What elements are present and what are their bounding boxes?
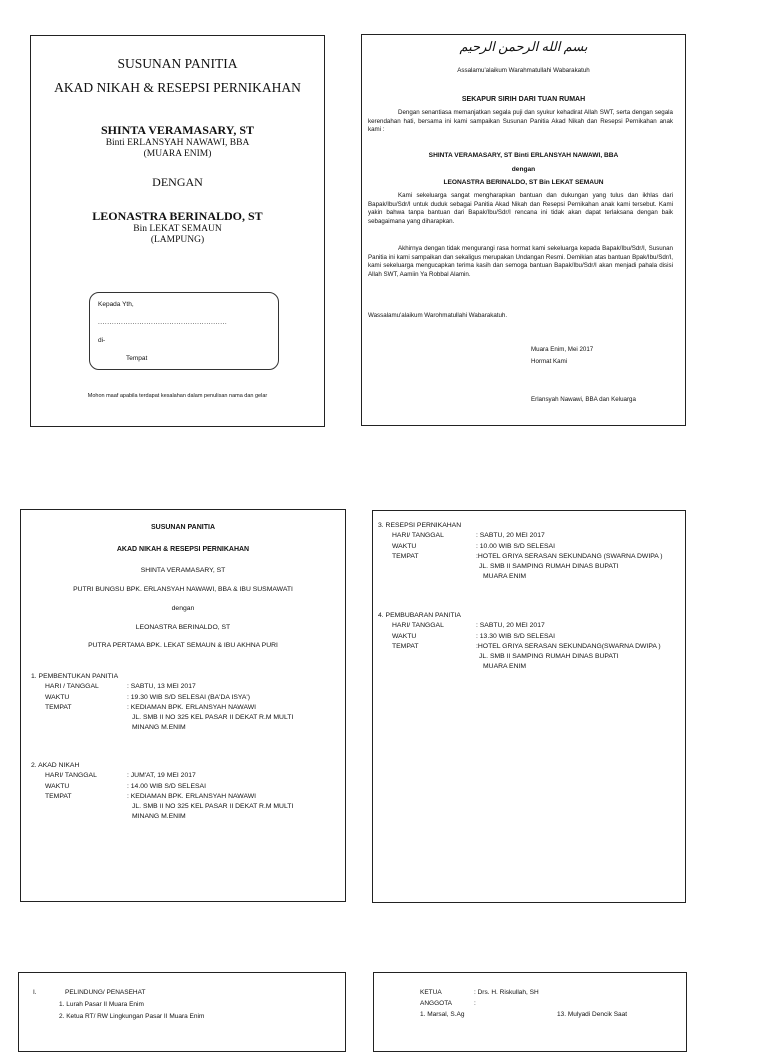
event-time-label: WAKTU — [392, 542, 417, 550]
schedule-panel-2 — [372, 510, 686, 903]
couple-bride: SHINTA VERAMASARY, ST Binti ERLANSYAH NAWAWI, BBA — [428, 152, 619, 159]
event-time-label: WAKTU — [45, 693, 70, 701]
event-day-label: HARI/ TANGGAL — [392, 622, 444, 630]
letter-closing: Wassalamu'alaikum Warohmatullahi Wabarakatuh. — [368, 312, 508, 319]
schedule-bride-parents: PUTRI BUNGSU BPK. ERLANSYAH NAWAWI, BBA & IBU SUSMAWATI — [73, 586, 293, 593]
groom-details — [31, 224, 324, 246]
schedule-groom: LEONASTRA BERINALDO, ST — [135, 624, 231, 631]
event-title: 2. AKAD NIKAH — [31, 762, 80, 769]
schedule-with: dengan — [171, 605, 195, 612]
event-place-label: TEMPAT — [392, 642, 419, 650]
footnote: Mohon maaf apabila terdapat kesalahan dalam penulisan nama dan gelar — [87, 393, 268, 399]
event-address-2: MINANG M.ENIM — [132, 724, 186, 732]
event-resepsi-pernikahan — [378, 521, 680, 583]
committee-panel-right — [373, 972, 687, 1052]
member-colon: : — [474, 1000, 476, 1007]
greeting: Assalamu'alaikum Warahmatullahi Wabarakatuh — [457, 67, 590, 74]
event-time: : 13.30 WIB S/D SELESAI — [476, 632, 555, 640]
bride-name: SHINTA VERAMASARY, ST — [100, 123, 255, 137]
event-day: : SABTU, 13 MEI 2017 — [127, 683, 196, 691]
section-number: I. — [33, 989, 37, 996]
member-item: 1. Marsal, S.Ag — [420, 1011, 465, 1018]
address-box — [89, 292, 279, 370]
event-address-2: MUARA ENIM — [483, 663, 527, 671]
schedule-subtitle: AKAD NIKAH & RESEPSI PERNIKAHAN — [116, 546, 250, 553]
regards: Hormat Kami — [531, 358, 568, 365]
event-place: : KEDIAMAN BPK. ERLANSYAH NAWAWI — [127, 792, 257, 800]
event-address-2: MINANG M.ENIM — [132, 813, 186, 821]
place-date: Muara Enim, Mei 2017 — [531, 346, 594, 353]
with-label: DENGAN — [152, 175, 203, 189]
committee-item: 1. Lurah Pasar II Muara Enim — [59, 1001, 144, 1008]
cover-subtitle: AKAD NIKAH & RESEPSI PERNIKAHAN — [54, 80, 301, 95]
member-item: 13. Mulyadi Dencik Saat — [557, 1011, 628, 1018]
event-time: : 14.00 WIB S/D SELESAI — [127, 782, 206, 790]
event-day: : SABTU, 20 MEI 2017 — [476, 532, 545, 540]
event-address-2: MUARA ENIM — [483, 573, 527, 581]
couple-groom: LEONASTRA BERINALDO, ST Bin LEKAT SEMAUN — [443, 179, 604, 186]
address-place: Tempat — [126, 355, 148, 362]
event-day: : JUM'AT, 19 MEI 2017 — [127, 772, 196, 780]
cover-title: SUSUNAN PANITIA — [117, 56, 238, 71]
schedule-bride: SHINTA VERAMASARY, ST — [140, 567, 226, 574]
schedule-title: SUSUNAN PANITIA — [150, 524, 216, 531]
letter-panel — [361, 34, 686, 426]
event-place-label: TEMPAT — [45, 703, 72, 711]
event-day-label: HARI / TANGGAL — [45, 683, 99, 691]
groom-name: LEONASTRA BERINALDO, ST — [92, 209, 263, 223]
event-pembentukan-panitia — [31, 672, 337, 734]
letter-paragraph-3: Akhirnya dengan tidak mengurangi rasa hormat kami sekeluarga kepada Bapak/Ibu/Sdr/I, Susunan Panitia ini kami sampaikan dan sekaligus merupakan Undangan Resmi. Demikian atas bantuan Bpak/Ibu/Sdr/I, kami sekeluarga mengucapkan terima kasih dan semoga bantuan Bapak/Ibu/Sdr/I akan menjadi pahala disisi Allah SWT, Aamiin Ya Robbal Alamin. — [368, 245, 673, 278]
event-akad-nikah — [31, 761, 337, 823]
letter-paragraph-1: Dengan senantiasa memanjatkan segala puji dan syukur kehadirat Allah SWT, serta dengan segala kerendahan hati, bersama ini kami sampaikan Susunan Panitia Akad Nikah dan Resepsi Pernikahan anak kami : — [368, 109, 673, 134]
event-time-label: WAKTU — [392, 632, 417, 640]
event-day-label: HARI/ TANGGAL — [45, 772, 97, 780]
event-title: 4. PEMBUBARAN PANITIA — [378, 612, 461, 619]
address-di: di- — [98, 337, 106, 344]
event-time: : 19.30 WIB S/D SELESAI (BA'DA ISYA') — [127, 693, 250, 701]
event-title: 1. PEMBENTUKAN PANITIA — [31, 673, 119, 680]
event-day: : SABTU, 20 MEI 2017 — [476, 622, 545, 630]
chair-name: : Drs. H. Riskullah, SH — [474, 989, 539, 996]
event-pembubaran-panitia — [378, 611, 680, 673]
event-place: :HOTEL GRIYA SERASAN SEKUNDANG(SWARNA DWIPA ) — [476, 642, 661, 650]
event-address-1: JL. SMB II NO 325 KEL PASAR II DEKAT R.M MULTI — [132, 714, 294, 722]
event-place-label: TEMPAT — [392, 552, 419, 560]
bride-origin: (MUARA ENIM) — [143, 149, 212, 159]
groom-parent: Bin LEKAT SEMAUN — [133, 224, 222, 234]
address-to: Kepada Yth, — [98, 301, 134, 308]
event-place: :HOTEL GRIYA SERASAN SEKUNDANG (SWARNA DWIPA ) — [476, 552, 663, 560]
address-blank-line: ........................................................ — [98, 319, 228, 326]
bride-parent: Binti ERLANSYAH NAWAWI, BBA — [105, 138, 250, 148]
committee-panel-left — [18, 972, 346, 1052]
event-place: : KEDIAMAN BPK. ERLANSYAH NAWAWI — [127, 703, 257, 711]
signature: Erlansyah Nawawi, BBA dan Keluarga — [531, 396, 636, 403]
event-place-label: TEMPAT — [45, 792, 72, 800]
schedule-panel-1 — [20, 509, 346, 902]
letter-paragraph-2: Kami sekeluarga sangat mengharapkan bantuan dan dukungan yang tulus dan ikhlas dari Bapak/Ibu/Sdr/I untuk duduk sebagai Panitia Akad Nikah dan Resepsi Pernikahan anak kami tersebut. Kami yakin bahwa tanpa bantuan dari Bapak/Ibu/Sdr/I rencana ini tidak akan dapat terlaksana dengan baik sebagaimana yang diharapkan. — [368, 192, 673, 225]
cover-panel — [30, 35, 325, 427]
event-address-1: JL. SMB II SAMPING RUMAH DINAS BUPATI — [479, 653, 619, 661]
committee-item: 2. Ketua RT/ RW Lingkungan Pasar II Muara Enim — [59, 1013, 205, 1020]
member-label: ANGGOTA — [420, 1000, 453, 1007]
event-day-label: HARI/ TANGGAL — [392, 532, 444, 540]
letter-heading: SEKAPUR SIRIH DARI TUAN RUMAH — [461, 96, 586, 103]
event-time-label: WAKTU — [45, 782, 70, 790]
chair-label: KETUA — [420, 989, 442, 996]
event-time: : 10.00 WIB S/D SELESAI — [476, 542, 555, 550]
couple-with: dengan — [511, 166, 536, 173]
event-address-1: JL. SMB II NO 325 KEL PASAR II DEKAT R.M MULTI — [132, 803, 294, 811]
event-title: 3. RESEPSI PERNIKAHAN — [378, 522, 462, 529]
schedule-groom-parents: PUTRA PERTAMA BPK. LEKAT SEMAUN & IBU AKHNA PURI — [88, 642, 278, 649]
groom-origin: (LAMPUNG) — [150, 235, 205, 245]
basmalah-calligraphy: بسم الله الرحمن الرحيم — [459, 39, 588, 54]
bride-details — [31, 138, 324, 160]
event-address-1: JL. SMB II SAMPING RUMAH DINAS BUPATI — [479, 563, 619, 571]
section-title: PELINDUNG/ PENASEHAT — [65, 989, 146, 996]
